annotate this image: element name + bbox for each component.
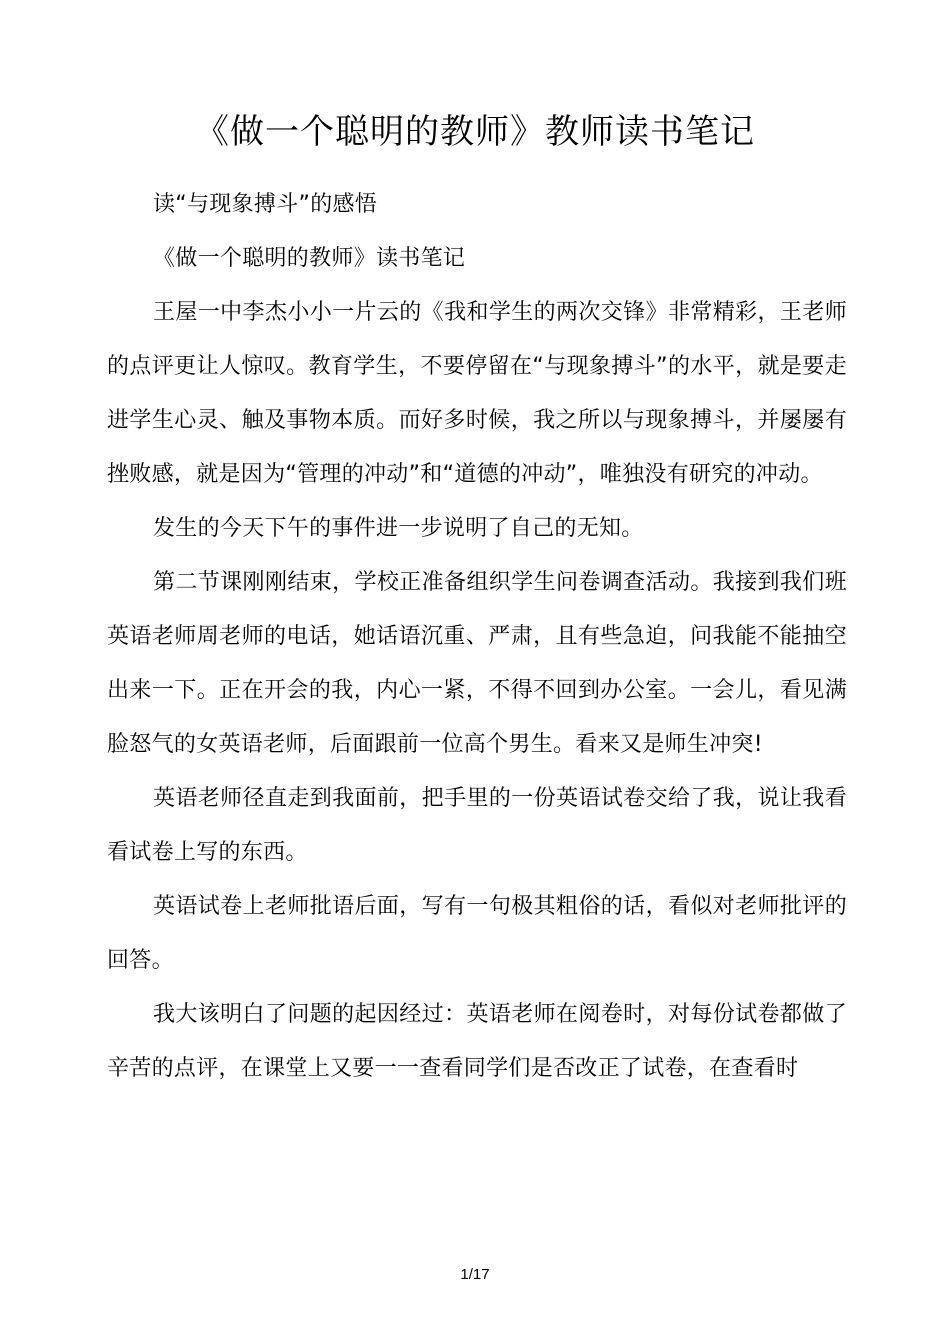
paragraph-body: 王屋一中李杰小小一片云的《我和学生的两次交锋》非常精彩，王老师的点评更让人惊叹。教育学生，不要停留在“与现象搏斗”的水平，就是要走进学生心灵、触及事物本质。而好多时候，我之所以与现象搏斗，并屡屡有挫败感，就是因为“管理的冲动”和“道德的冲动”，唯独没有研究的冲动。 <box>107 300 847 487</box>
document-title: 《做一个聪明的教师》教师读书笔记 <box>195 112 755 152</box>
paragraph-book-note-heading: 《做一个聪明的教师》读书笔记 <box>153 246 466 271</box>
paragraph-body: 英语老师径直走到我面前，把手里的一份英语试卷交给了我，说让我看看试卷上写的东西。 <box>107 786 847 865</box>
paragraph-subtitle: 读“与现象搏斗”的感悟 <box>153 192 378 217</box>
document-body <box>107 178 847 1096</box>
paragraph-body: 第二节课刚刚结束，学校正准备组织学生问卷调查活动。我接到我们班英语老师周老师的电话，她话语沉重、严肃，且有些急迫，问我能不能抽空出来一下。正在开会的我，内心一紧，不得不回到办公室。一会儿，看见满脸怒气的女英语老师，后面跟前一位高个男生。看来又是师生冲突! <box>107 570 847 757</box>
page-number: 1/17 <box>460 1266 490 1283</box>
paragraph-body: 我大该明白了问题的起因经过：英语老师在阅卷时，对每份试卷都做了辛苦的点评，在课堂上又要一一查看同学们是否改正了试卷，在查看时 <box>107 1002 847 1081</box>
paragraph-body: 发生的今天下午的事件进一步说明了自己的无知。 <box>153 516 644 541</box>
paragraph-body: 英语试卷上老师批语后面，写有一句极其粗俗的话，看似对老师批评的回答。 <box>107 894 847 973</box>
